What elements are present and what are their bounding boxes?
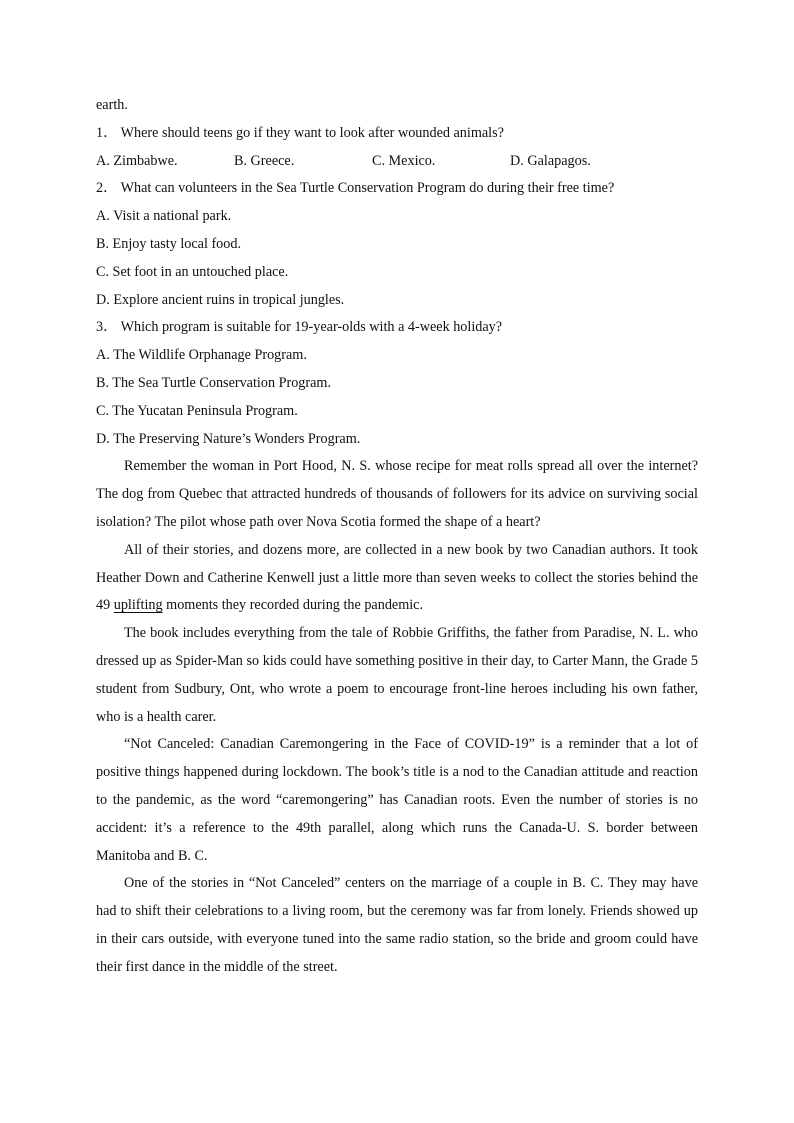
question-3 [96,314,698,342]
option-b: B. Greece. [234,152,295,169]
option-d: D. Explore ancient ruins in tropical jungles. [96,291,345,308]
option-b: B. The Sea Turtle Conservation Program. [96,374,332,391]
option-c: C. Set foot in an untouched place. [96,263,289,280]
paragraph-text: moments they recorded during the pandemic. [162,597,424,614]
option-a: A. Zimbabwe. [96,152,178,169]
question-1 [96,120,698,148]
option-d: D. Galapagos. [510,152,591,169]
passage-paragraph-5: One of the stories in “Not Canceled” centers on the marriage of a couple in B. C. They may have had to shift their celebrations to a living room, but the ceremony was far from lonely. Friends showed up in their cars outside, with everyone tuned into the same radio station, so the bride and groom could have their first dance in the middle of the street. [96,875,698,975]
question-2 [96,175,698,203]
question-text: Which program is suitable for 19-year-olds with a 4-week holiday? [120,319,503,336]
intro-tail: earth. [96,97,128,113]
passage-paragraph-1: Remember the woman in Port Hood, N. S. whose recipe for meat rolls spread all over the internet? The dog from Quebec that attracted hundreds of thousands of followers for its advice on surviving social isolation? The pilot whose path over Nova Scotia formed the shape of a heart? [96,458,698,530]
passage-paragraph-2 [96,537,698,620]
question-1-options [96,148,698,176]
question-text: What can volunteers in the Sea Turtle Conservation Program do during their free time? [120,180,615,197]
question-number: 1． [96,124,118,141]
passage-paragraph-3: The book includes everything from the tale of Robbie Griffiths, the father from Paradise, N. L. who dressed up as Spider-Man so kids could have something positive in their day, to Carter Mann, the Grade 5 student from Sudbury, Ont, who wrote a poem to encourage front-line heroes including his own father, who is a health carer. [96,625,698,725]
page-content [96,92,698,982]
option-c: C. Mexico. [372,152,436,169]
paragraph-text: All of their stories, and dozens more, are collected in a new book by two Canadian authors. It took Heather Down and Catherine Kenwell just a little more than seven weeks to collect the stories behind the 49 [96,541,698,614]
option-a: A. Visit a national park. [96,208,232,225]
question-number: 3． [96,319,118,336]
question-number: 2． [96,180,118,197]
option-a: A. The Wildlife Orphanage Program. [96,347,307,364]
option-d: D. The Preserving Nature’s Wonders Program. [96,430,361,447]
question-text: Where should teens go if they want to look after wounded animals? [120,124,504,141]
option-c: C. The Yucatan Peninsula Program. [96,402,298,419]
passage-paragraph-4: “Not Canceled: Canadian Caremongering in the Face of COVID-19” is a reminder that a lot of positive things happened during lockdown. The book’s title is a nod to the Canadian attitude and reaction to the pandemic, as the word “caremongering” has Canadian roots. Even the number of stories is no accident: it’s a reference to the 49th parallel, along which runs the Canada-U. S. border between Manitoba and B. C. [96,736,698,864]
option-b: B. Enjoy tasty local food. [96,235,242,252]
underlined-word: uplifting [113,597,163,614]
